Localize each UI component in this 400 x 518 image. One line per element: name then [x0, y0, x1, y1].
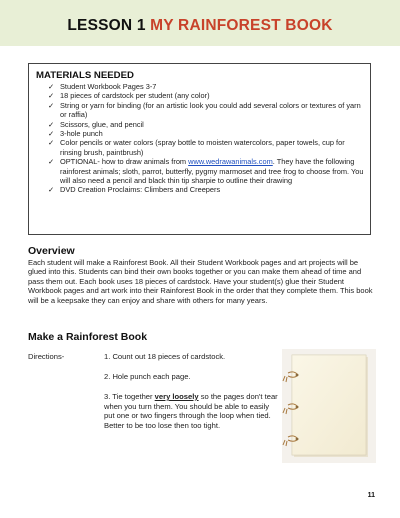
check-icon: ✓ — [48, 82, 55, 91]
check-icon: ✓ — [48, 100, 55, 110]
materials-item: ✓ DVD Creation Proclaims: Climbers and Creepers — [48, 185, 221, 195]
materials-title: MATERIALS NEEDED — [36, 70, 134, 81]
lesson-label: LESSON 1 — [67, 17, 146, 34]
materials-item: ✓ 18 pieces of cardstock per student (any color) — [48, 91, 210, 101]
title-banner — [0, 0, 400, 46]
very-loosely-emphasis: very loosely — [154, 392, 199, 401]
materials-item: ✓ Scissors, glue, and pencil — [48, 119, 144, 129]
overview-heading: Overview — [28, 245, 75, 257]
page-number: 11 — [367, 492, 375, 499]
materials-item: ✓ OPTIONAL- how to draw animals from www.wedrawanimals.com. They have the following rainforest animals; sloth, parrot, butterfly, pygmy marmoset and tree frog to choose from. You will also need a pencil and black thin tip sharpie to outline their drawing — [48, 157, 364, 186]
check-icon: ✓ — [48, 91, 55, 101]
check-icon: ✓ — [48, 185, 55, 195]
materials-item: ✓ 3-hole punch — [48, 129, 103, 139]
directions-label: Directions- — [28, 352, 65, 361]
check-icon: ✓ — [48, 129, 55, 139]
materials-list — [48, 82, 366, 195]
page-title — [0, 17, 400, 35]
bound-book-photo — [282, 349, 376, 463]
overview-paragraph: Each student will make a Rainforest Book. All their Student Workbook pages and art projects will be glued into this. Students can bind their own books together or you can make them ahead of time and pass them out. Each book uses 18 pieces of cardstock. Have your student(s) glue their Student Workbook pages and art work into their Rainforest Book in the order that they complete them. This book will be a keepsake they can enjoy and share with others for many years. — [28, 258, 373, 305]
materials-item: ✓ String or yarn for binding (for an artistic look you could add several colors or textures of yarn or raffia) — [48, 100, 361, 120]
make-book-heading: Make a Rainforest Book — [28, 331, 148, 343]
check-icon: ✓ — [48, 138, 55, 148]
step-1: 1. Count out 18 pieces of cardstock. — [104, 352, 226, 361]
check-icon: ✓ — [48, 157, 55, 167]
materials-item: ✓ Student Workbook Pages 3-7 — [48, 82, 157, 91]
materials-item: ✓ Color pencils or water colors (spray bottle to moisten watercolors, paper towels, cup for rinsing brush, paintbrush) — [48, 138, 345, 157]
book-name: MY RAINFOREST BOOK — [150, 17, 333, 34]
check-icon: ✓ — [48, 119, 55, 129]
materials-box — [28, 63, 371, 235]
step-2: 2. Hole punch each page. — [104, 372, 191, 381]
wedrawanimals-link[interactable]: www.wedrawanimals.com — [188, 157, 273, 167]
step-3: 3. Tie together very loosely so the pages don't tear when you turn them. You should be able to easily put one or two fingers through the loop when tied. Better to be too lose then too tight. — [104, 392, 278, 430]
